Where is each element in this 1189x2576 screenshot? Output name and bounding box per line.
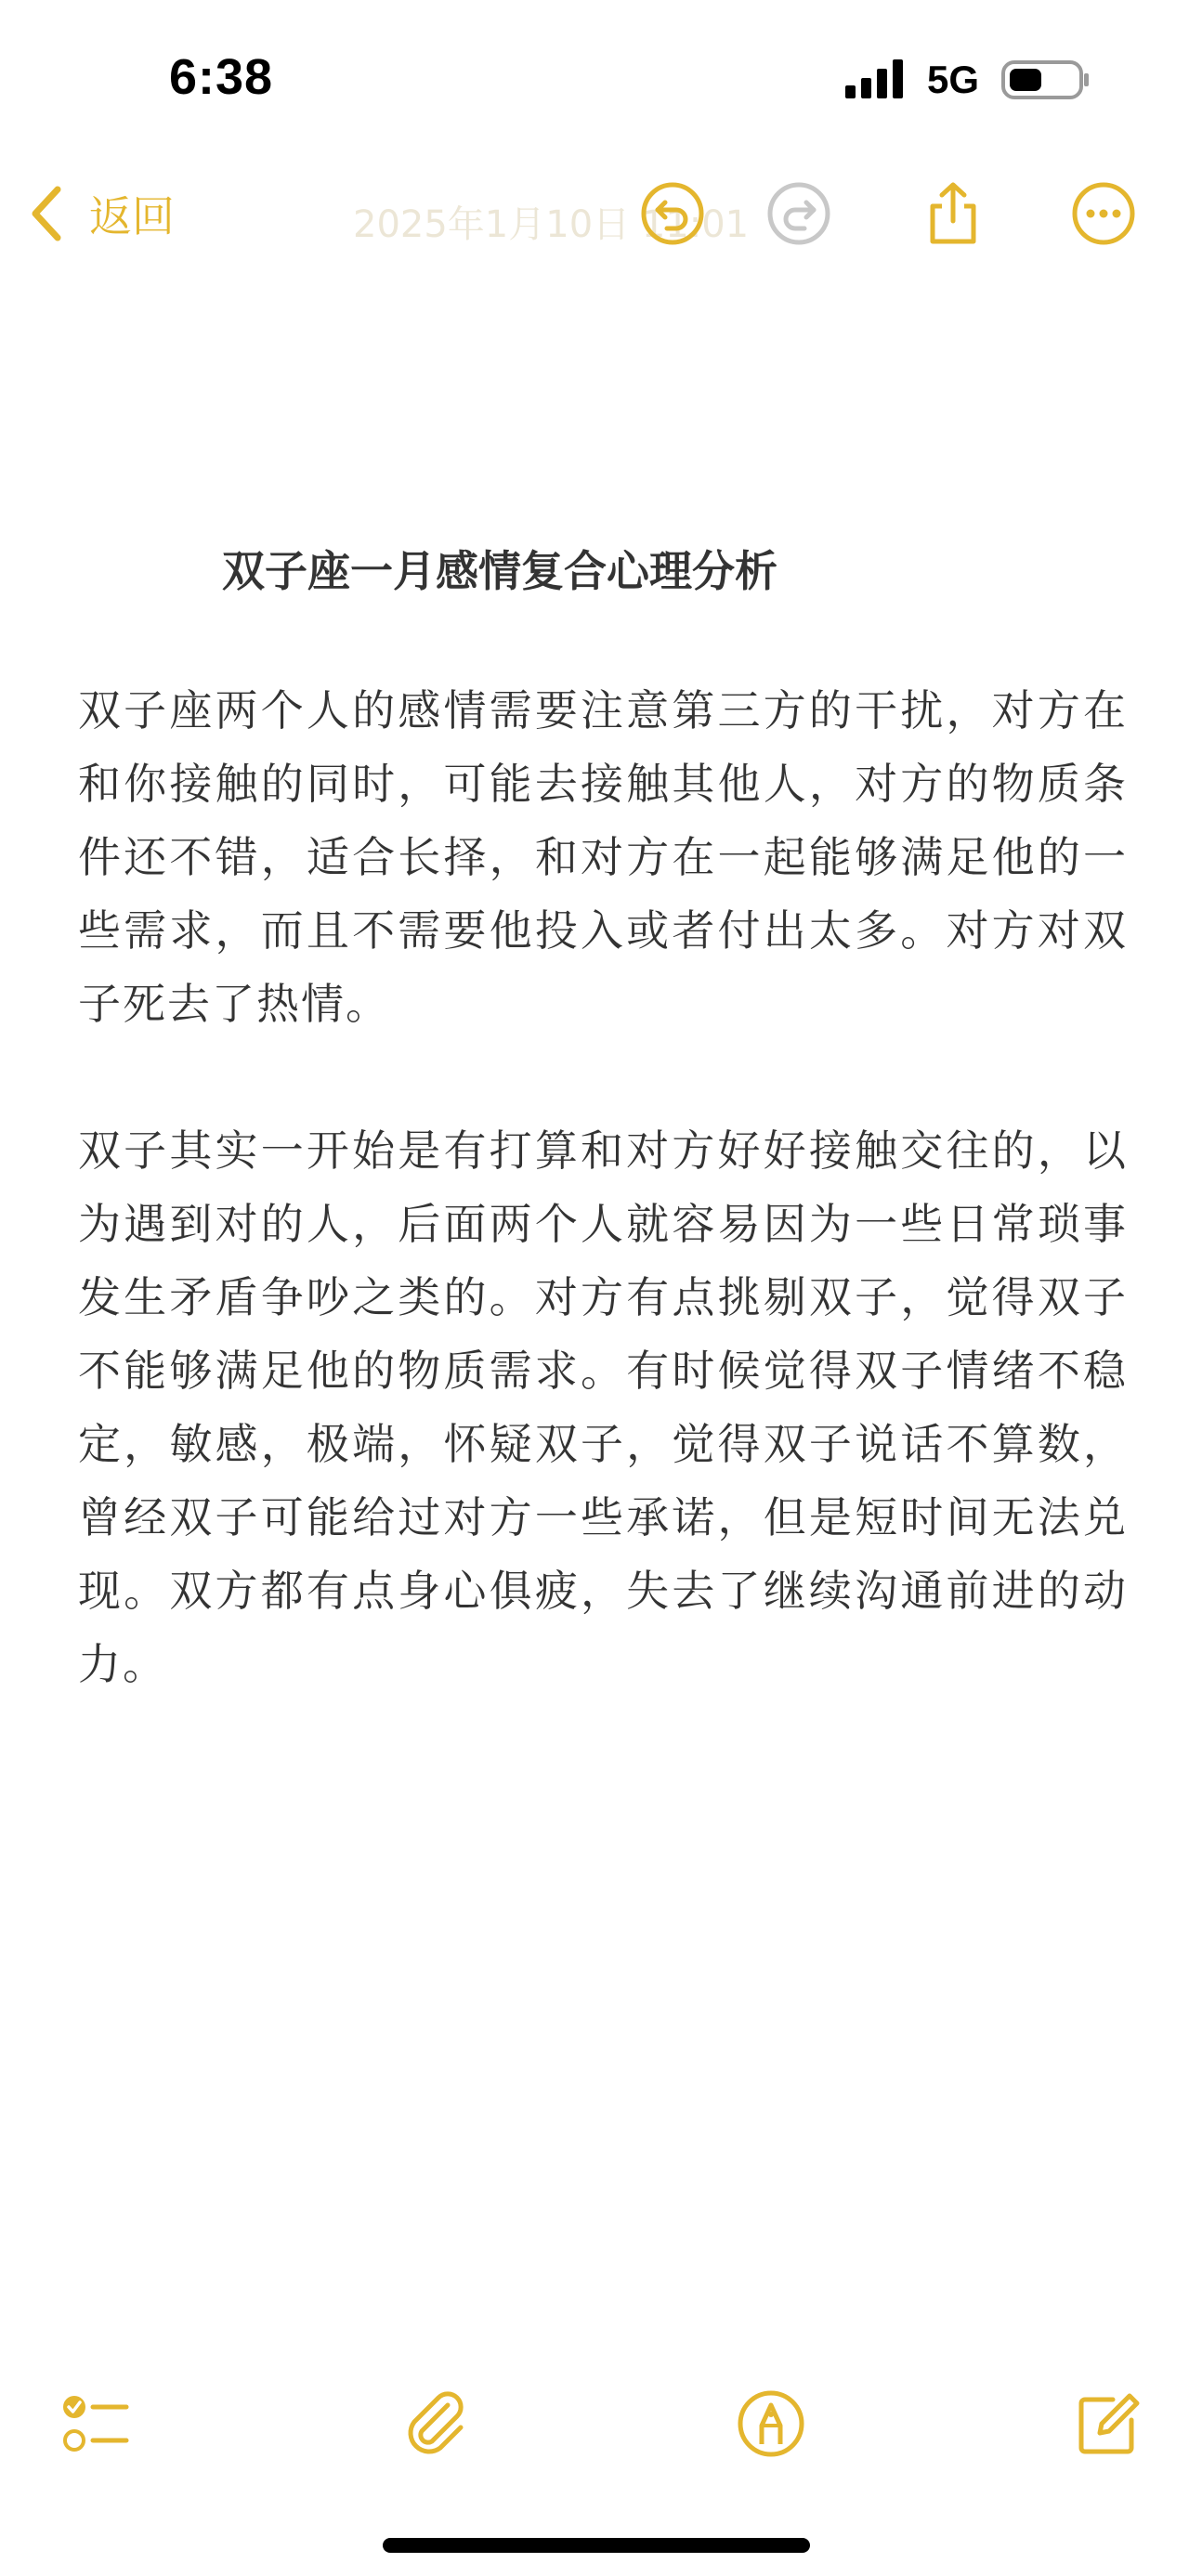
back-label: 返回 bbox=[89, 191, 175, 241]
status-time: 6:38 bbox=[169, 49, 274, 105]
compose-button[interactable] bbox=[1070, 2387, 1144, 2461]
redo-button[interactable] bbox=[765, 180, 832, 247]
more-icon bbox=[1070, 180, 1137, 247]
note-body[interactable] bbox=[78, 529, 1128, 1701]
note-paragraph-1: 双子座两个人的感情需要注意第三方的干扰，对方在和你接触的同时，可能去接触其他人，对方的物质条件还不错，适合长择，和对方在一起能够满足他的一些需求，而且不需要他投入或者付出太多。对方对双子死去了热情。 bbox=[78, 685, 1128, 1029]
battery-icon bbox=[1001, 59, 1091, 100]
checklist-icon bbox=[58, 2387, 132, 2461]
redo-icon bbox=[765, 180, 832, 247]
nav-bar bbox=[0, 158, 1189, 269]
compose-icon bbox=[1070, 2387, 1144, 2461]
paperclip-icon bbox=[399, 2387, 474, 2461]
status-bar bbox=[0, 0, 1189, 158]
undo-button[interactable] bbox=[639, 180, 706, 247]
share-button[interactable] bbox=[920, 180, 986, 247]
checklist-button[interactable] bbox=[58, 2387, 132, 2461]
markup-pen-icon bbox=[734, 2387, 808, 2461]
note-title: 双子座一月感情复合心理分析 bbox=[222, 546, 777, 596]
attachment-button[interactable] bbox=[399, 2387, 474, 2461]
bottom-toolbar bbox=[0, 2377, 1189, 2470]
markup-button[interactable] bbox=[734, 2387, 808, 2461]
note-paragraph-2: 双子其实一开始是有打算和对方好好接触交往的，以为遇到对的人，后面两个人就容易因为一些日常琐事发生矛盾争吵之类的。对方有点挑剔双子，觉得双子不能够满足他的物质需求。有时候觉得双子情绪不稳定，敏感，极端，怀疑双子，觉得双子说话不算数，曾经双子可能给过对方一些承诺，但是短时间无法兑现。双方都有点身心俱疲，失去了继续沟通前进的动力。 bbox=[78, 1125, 1128, 1689]
back-button[interactable] bbox=[28, 176, 175, 251]
note-date-faded: 2025年1月10日 11:01 bbox=[353, 203, 750, 246]
home-indicator[interactable] bbox=[383, 2538, 810, 2553]
more-button[interactable] bbox=[1070, 180, 1137, 247]
network-type-label: 5G bbox=[927, 58, 980, 101]
chevron-left-icon bbox=[28, 184, 65, 243]
share-icon bbox=[920, 180, 986, 247]
undo-icon bbox=[639, 180, 706, 247]
cellular-signal-icon bbox=[845, 59, 910, 102]
